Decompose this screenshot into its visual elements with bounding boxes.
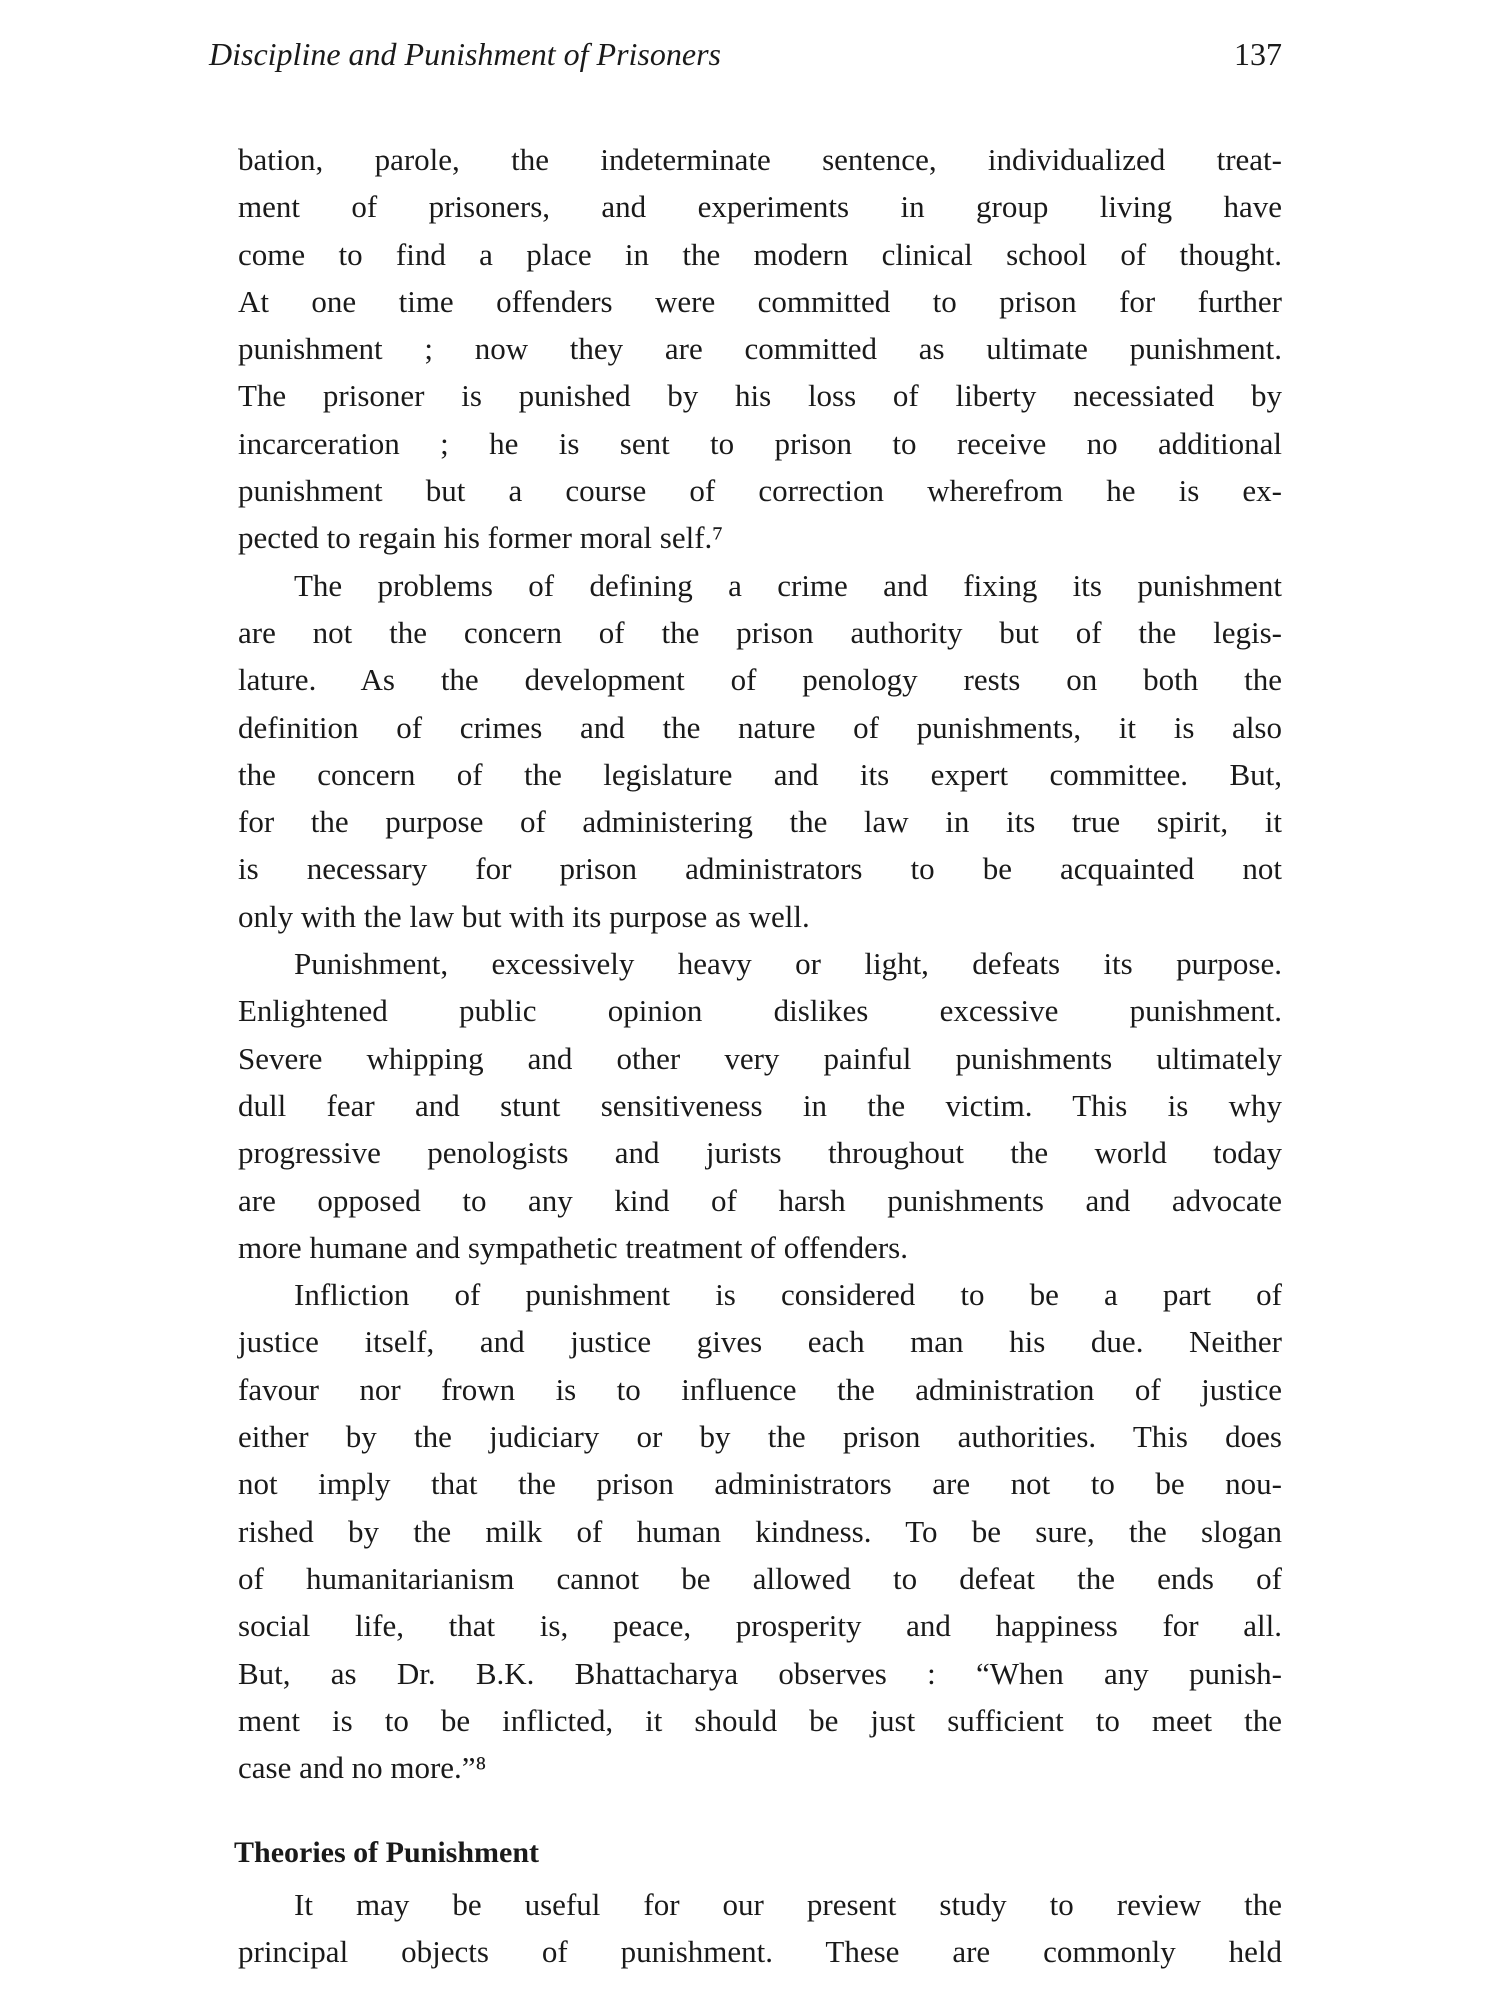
text-line: definition of crimes and the nature of punishments, it is also [238, 709, 1282, 745]
text-line: social life, that is, peace, prosperity and happiness for all. [238, 1608, 1282, 1644]
text-line: either by the judiciary or by the prison authorities. This does [238, 1419, 1282, 1455]
text-line: the concern of the legislature and its expert committee. But, [238, 756, 1282, 792]
text-line: punishment ; now they are committed as ultimate punishment. [238, 331, 1282, 367]
text-line: pected to regain his former moral self.⁷ [238, 520, 724, 556]
text-line: incarceration ; he is sent to prison to receive no additional [238, 425, 1282, 461]
text-line: more humane and sympathetic treatment of offenders. [238, 1229, 908, 1265]
text-line: It may be useful for our present study to review the [294, 1887, 1282, 1922]
text-line: principal objects of punishment. These are commonly held [238, 1934, 1282, 1970]
page-number: 137 [1234, 36, 1282, 72]
text-line: for the purpose of administering the law in its true spirit, it [238, 804, 1282, 840]
text-line: Severe whipping and other very painful punishments ultimately [238, 1040, 1282, 1076]
running-header-title: Discipline and Punishment of Prisoners [209, 36, 721, 72]
text-line: Infliction of punishment is considered to be a part of [294, 1277, 1282, 1313]
text-line: is necessary for prison administrators to be acquainted not [238, 851, 1282, 887]
text-line: are not the concern of the prison authority but of the legis- [238, 614, 1282, 650]
text-line: The prisoner is punished by his loss of liberty necessiated by [238, 378, 1282, 414]
text-line: bation, parole, the indeterminate sentence, individualized treat- [238, 142, 1282, 177]
text-line: case and no more.”⁸ [238, 1750, 487, 1786]
text-line: not imply that the prison administrators are not to be nou- [238, 1466, 1282, 1502]
section-text [238, 1882, 1282, 1977]
text-line: At one time offenders were committed to prison for further [238, 283, 1282, 319]
body-text [238, 136, 1282, 1791]
text-line: dull fear and stunt sensitiveness in the victim. This is why [238, 1087, 1282, 1123]
text-line: ment is to be inflicted, it should be just sufficient to meet the [238, 1702, 1282, 1738]
text-line: are opposed to any kind of harsh punishments and advocate [238, 1182, 1282, 1218]
text-line: rished by the milk of human kindness. To be sure, the slogan [238, 1513, 1282, 1549]
text-line: progressive penologists and jurists throughout the world today [238, 1135, 1282, 1171]
text-line: of humanitarianism cannot be allowed to defeat the ends of [238, 1560, 1282, 1596]
text-line: favour nor frown is to influence the administration of justice [238, 1371, 1282, 1407]
text-line: Enlightened public opinion dislikes excessive punishment. [238, 993, 1282, 1029]
text-line: justice itself, and justice gives each man his due. Neither [238, 1324, 1282, 1360]
text-line: come to find a place in the modern clinical school of thought. [238, 236, 1282, 272]
text-line: ment of prisoners, and experiments in group living have [238, 189, 1282, 225]
text-line: only with the law but with its purpose as well. [238, 898, 810, 934]
text-line: lature. As the development of penology rests on both the [238, 662, 1282, 698]
section-heading: Theories of Punishment [234, 1836, 540, 1869]
text-line: Punishment, excessively heavy or light, defeats its purpose. [294, 946, 1282, 982]
text-line: punishment but a course of correction wherefrom he is ex- [238, 473, 1282, 509]
text-line: The problems of defining a crime and fixing its punishment [294, 567, 1282, 603]
text-line: But, as Dr. B.K. Bhattacharya observes : “When any punish- [238, 1655, 1282, 1691]
